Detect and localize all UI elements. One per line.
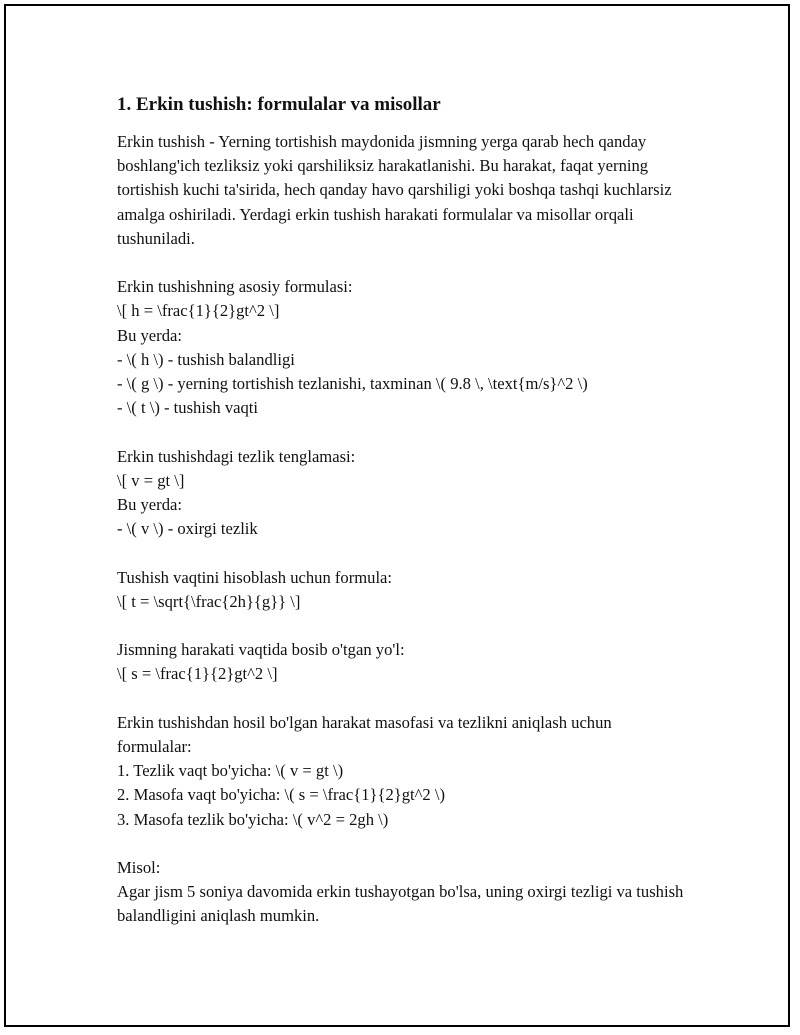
section2-heading: Erkin tushishdagi tezlik tenglamasi: — [117, 446, 356, 466]
section1-heading: Erkin tushishning asosiy formulasi: — [117, 277, 353, 297]
section2-where: Bu yerda: — [117, 495, 182, 515]
section4-heading: Jismning harakati vaqtida bosib o'tgan yo'l: — [117, 640, 405, 660]
section5-item: 2. Masofa vaqt bo'yicha: \( s = \frac{1}{2}gt^2 \) — [117, 785, 446, 805]
spacer — [117, 832, 687, 856]
section5-item: 3. Masofa tezlik bo'yicha: \( v^2 = 2gh \) — [117, 809, 389, 829]
example-text: Agar jism 5 soniya davomida erkin tushayotgan bo'lsa, uning oxirgi tezligi va tushish balandligini aniqlash mumkin. — [117, 882, 684, 926]
section2-item: - \( v \) - oxirgi tezlik — [117, 519, 258, 539]
section1-item: - \( g \) - yerning tortishish tezlanishi, taxminan \( 9.8 \, \text{m/s}^2 \) — [117, 374, 588, 394]
section1-where: Bu yerda: — [117, 325, 182, 345]
section1-formula: \[ h = \frac{1}{2}gt^2 \] — [117, 301, 280, 321]
section5-heading: Erkin tushishdan hosil bo'lgan harakat masofasi va tezlikni aniqlash uchun formulalar: — [117, 712, 612, 756]
section3-formula: \[ t = \sqrt{\frac{2h}{g}} \] — [117, 591, 301, 611]
intro-paragraph: Erkin tushish - Yerning tortishish maydonida jismning yerga qarab hech qanday boshlang'ich tezliksiz yoki qarshiliksiz harakatlanishi. Bu harakat, faqat yerning tortishish kuchi ta'sirida, hech qanday havo qarshiligi yoki boshqa tashqi kuchlarsiz amalga oshiriladi. Yerdagi erkin tushish harakati formulalar va misollar orqali tushuniladi. — [117, 132, 672, 248]
section1-item: - \( t \) - tushish vaqti — [117, 398, 259, 418]
section2-formula: \[ v = gt \] — [117, 470, 185, 490]
spacer — [117, 420, 687, 444]
document-title: 1. Erkin tushish: formulalar va misollar — [117, 94, 441, 115]
section1-item: - \( h \) - tushish balandligi — [117, 349, 295, 369]
section3-heading: Tushish vaqtini hisoblash uchun formula: — [117, 567, 393, 587]
section5-item: 1. Tezlik vaqt bo'yicha: \( v = gt \) — [117, 761, 344, 781]
spacer — [117, 251, 687, 275]
spacer — [117, 614, 687, 638]
section4-formula: \[ s = \frac{1}{2}gt^2 \] — [117, 664, 278, 684]
example-heading: Misol: — [117, 858, 161, 877]
document-body — [117, 93, 687, 929]
spacer — [117, 541, 687, 565]
spacer — [117, 687, 687, 711]
